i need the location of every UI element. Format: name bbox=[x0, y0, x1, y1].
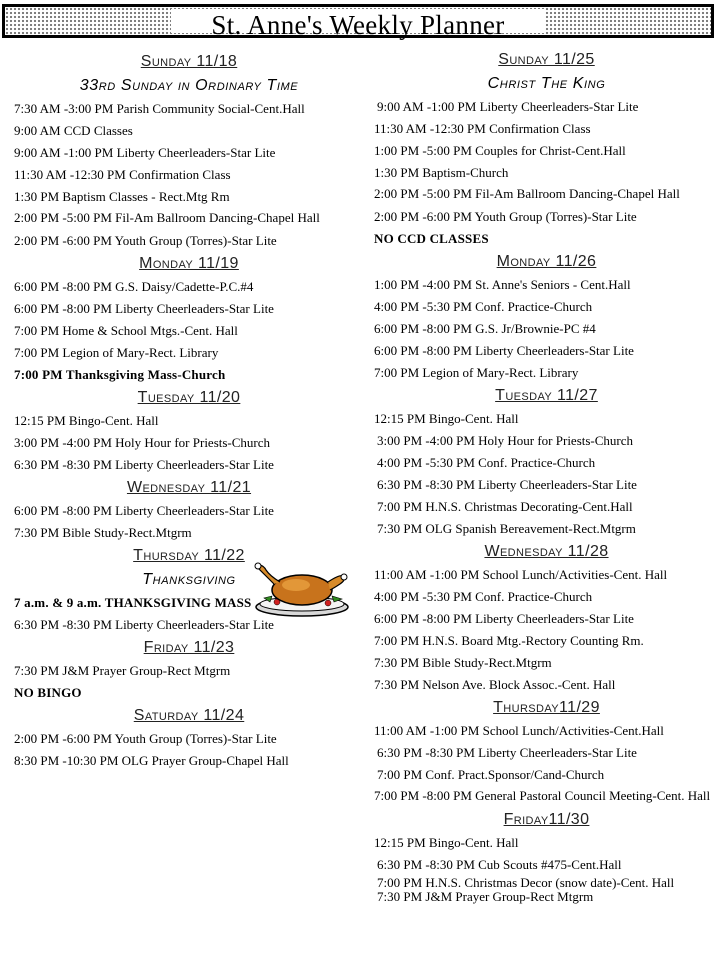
event-item: 6:00 PM -8:00 PM G.S. Jr/Brownie-PC #4 bbox=[374, 321, 596, 336]
event-item: 7:30 PM Bible Study-Rect.Mtgrm bbox=[374, 655, 552, 670]
event-item: 7:00 PM Home & School Mtgs.-Cent. Hall bbox=[14, 323, 238, 338]
event-item: NO CCD CLASSES bbox=[374, 231, 489, 246]
day-heading: Tuesday 11/27 bbox=[495, 387, 598, 404]
event-item: 9:00 AM CCD Classes bbox=[14, 123, 133, 138]
event-item: 12:15 PM Bingo-Cent. Hall bbox=[374, 411, 519, 426]
event-item: 6:00 PM -8:00 PM Liberty Cheerleaders-Star Lite bbox=[374, 343, 634, 358]
event-item: 7:00 PM H.N.S. Christmas Decor (snow date)-Cent. Hall bbox=[377, 875, 675, 890]
event-item: 2:00 PM -5:00 PM Fil-Am Ballroom Dancing-Chapel Hall bbox=[374, 186, 680, 201]
event-item: 2:00 PM -6:00 PM Youth Group (Torres)-Star Lite bbox=[374, 209, 637, 224]
event-item: 4:00 PM -5:30 PM Conf. Practice-Church bbox=[374, 299, 593, 314]
event-item: 7:00 PM Legion of Mary-Rect. Library bbox=[14, 345, 219, 360]
event-item: 12:15 PM Bingo-Cent. Hall bbox=[14, 413, 159, 428]
page-title: St. Anne's Weekly Planner bbox=[211, 10, 505, 40]
event-item: 9:00 AM -1:00 PM Liberty Cheerleaders-Star Lite bbox=[14, 145, 276, 160]
event-item: 6:00 PM -8:00 PM Liberty Cheerleaders-Star Lite bbox=[374, 611, 634, 626]
feast-title: 33rd Sunday in Ordinary Time bbox=[79, 77, 299, 94]
event-item: 8:30 PM -10:30 PM OLG Prayer Group-Chapel Hall bbox=[14, 753, 289, 768]
event-item: 11:30 AM -12:30 PM Confirmation Class bbox=[14, 167, 231, 182]
event-item: 6:30 PM -8:30 PM Liberty Cheerleaders-Star Lite bbox=[377, 477, 637, 492]
event-item: 1:00 PM -5:00 PM Couples for Christ-Cent.Hall bbox=[374, 143, 626, 158]
event-item: 7:30 PM Nelson Ave. Block Assoc.-Cent. Hall bbox=[374, 677, 616, 692]
day-heading: Friday 11/23 bbox=[143, 639, 235, 656]
event-item: 6:00 PM -8:00 PM Liberty Cheerleaders-Star Lite bbox=[14, 301, 274, 316]
event-item: 7:30 PM J&M Prayer Group-Rect Mtgrm bbox=[14, 663, 231, 678]
day-heading: Friday11/30 bbox=[503, 811, 590, 828]
day-heading: Sunday 11/18 bbox=[140, 53, 238, 70]
event-item: 11:00 AM -1:00 PM School Lunch/Activities-Cent. Hall bbox=[374, 567, 668, 582]
event-item: 6:30 PM -8:30 PM Liberty Cheerleaders-Star Lite bbox=[377, 745, 637, 760]
event-item: 1:00 PM -4:00 PM St. Anne's Seniors - Cent.Hall bbox=[374, 277, 631, 292]
feast-title: Thanksgiving bbox=[142, 571, 236, 588]
event-item: 1:30 PM Baptism-Church bbox=[374, 165, 509, 180]
event-item: 2:00 PM -5:00 PM Fil-Am Ballroom Dancing-Chapel Hall bbox=[14, 210, 320, 225]
event-item: 7:30 AM -3:00 PM Parish Community Social-Cent.Hall bbox=[14, 101, 305, 116]
event-item: 2:00 PM -6:00 PM Youth Group (Torres)-Star Lite bbox=[14, 233, 277, 248]
event-item: 7 a.m. & 9 a.m. THANKSGIVING MASS bbox=[14, 595, 252, 610]
event-item: 9:00 AM -1:00 PM Liberty Cheerleaders-Star Lite bbox=[377, 99, 639, 114]
event-item: 6:30 PM -8:30 PM Liberty Cheerleaders-Star Lite bbox=[14, 617, 274, 632]
event-item: 6:30 PM -8:30 PM Cub Scouts #475-Cent.Hall bbox=[377, 857, 622, 872]
event-item: 11:00 AM -1:00 PM School Lunch/Activities-Cent.Hall bbox=[374, 723, 664, 738]
event-item: 2:00 PM -6:00 PM Youth Group (Torres)-Star Lite bbox=[14, 731, 277, 746]
left-column bbox=[14, 50, 364, 772]
event-item: 12:15 PM Bingo-Cent. Hall bbox=[374, 835, 519, 850]
event-item: 7:00 PM H.N.S. Board Mtg.-Rectory Counting Rm. bbox=[374, 633, 644, 648]
event-item: 4:00 PM -5:30 PM Conf. Practice-Church bbox=[374, 589, 593, 604]
event-item: 6:00 PM -8:00 PM Liberty Cheerleaders-Star Lite bbox=[14, 503, 274, 518]
event-item: 7:30 PM OLG Spanish Bereavement-Rect.Mtgrm bbox=[377, 521, 636, 536]
event-item: 7:00 PM Conf. Pract.Sponsor/Cand-Church bbox=[377, 767, 605, 782]
event-item: 7:00 PM H.N.S. Christmas Decorating-Cent.Hall bbox=[377, 499, 633, 514]
day-heading: Wednesday 11/21 bbox=[126, 479, 252, 496]
day-heading: Thursday11/29 bbox=[493, 699, 600, 716]
day-heading: Wednesday 11/28 bbox=[484, 543, 609, 560]
event-item: 7:00 PM Thanksgiving Mass-Church bbox=[14, 367, 226, 382]
event-item: 3:00 PM -4:00 PM Holy Hour for Priests-Church bbox=[14, 435, 271, 450]
day-heading: Monday 11/19 bbox=[139, 255, 239, 272]
event-item: 4:00 PM -5:30 PM Conf. Practice-Church bbox=[377, 455, 596, 470]
event-item: 7:00 PM -8:00 PM General Pastoral Council Meeting-Cent. Hall bbox=[374, 788, 711, 803]
day-heading: Tuesday 11/20 bbox=[137, 389, 241, 406]
event-item: 3:00 PM -4:00 PM Holy Hour for Priests-Church bbox=[377, 433, 634, 448]
event-item: 6:30 PM -8:30 PM Liberty Cheerleaders-Star Lite bbox=[14, 457, 274, 472]
event-item: 11:30 AM -12:30 PM Confirmation Class bbox=[374, 121, 591, 136]
title-banner bbox=[2, 4, 714, 38]
roast-turkey-icon bbox=[250, 560, 350, 620]
event-item: NO BINGO bbox=[14, 685, 82, 700]
right-column bbox=[374, 48, 719, 904]
day-heading: Saturday 11/24 bbox=[133, 707, 245, 724]
day-heading: Sunday 11/25 bbox=[498, 51, 595, 68]
event-item: 1:30 PM Baptism Classes - Rect.Mtg Rm bbox=[14, 189, 230, 204]
day-heading: Monday 11/26 bbox=[496, 253, 597, 270]
event-item: 6:00 PM -8:00 PM G.S. Daisy/Cadette-P.C.#4 bbox=[14, 279, 254, 294]
event-item: 7:30 PM Bible Study-Rect.Mtgrm bbox=[14, 525, 192, 540]
event-item: 7:00 PM Legion of Mary-Rect. Library bbox=[374, 365, 579, 380]
day-heading: Thursday 11/22 bbox=[133, 547, 245, 564]
feast-title: Christ The King bbox=[487, 75, 606, 92]
event-item: 7:30 PM J&M Prayer Group-Rect Mtgrm bbox=[377, 889, 594, 904]
